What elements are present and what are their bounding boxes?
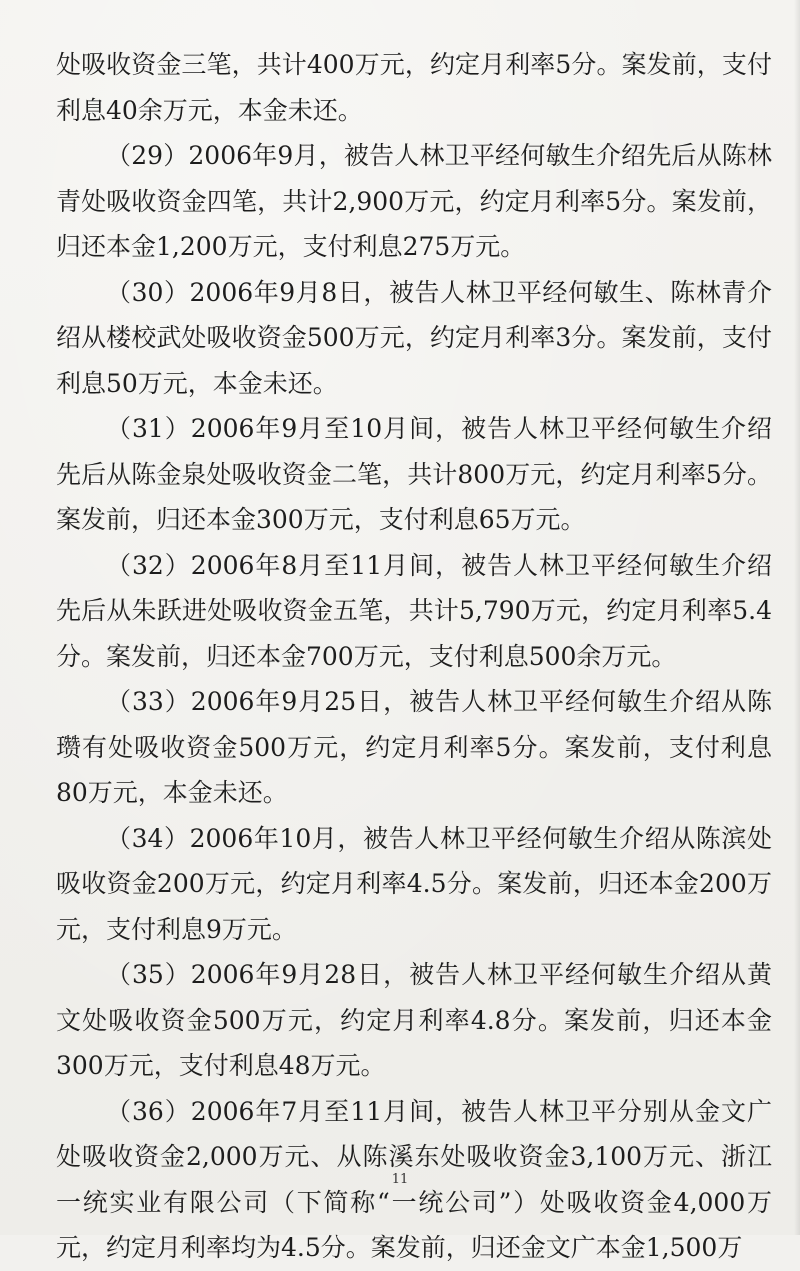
paragraph-36: （36）2006年7月至11月间，被告人林卫平分别从金文广处吸收资金2,000万元、从陈溪东处吸收资金3,100万元、浙江一统实业有限公司（下简称“一统公司”）处吸收资金4,000万元，约定月利率均为4.5分。案发前，归还金文广本金1,500万 [56,1096,772,1262]
paragraph-33: （33）2006年9月25日，被告人林卫平经何敏生介绍从陈瓒有处吸收资金500万元，约定月利率5分。案发前，支付利息80万元，本金未还。 [56,687,772,807]
paragraph-35: （35）2006年9月28日，被告人林卫平经何敏生介绍从黄文处吸收资金500万元，约定月利率4.8分。案发前，归还本金300万元，支付利息48万元。 [56,960,772,1080]
page-edge-shadow [794,0,800,1235]
paragraph-continuation: 处吸收资金三笔，共计400万元，约定月利率5分。案发前，支付利息40余万元，本金未还。 [56,50,772,125]
paragraph-34: （34）2006年10月，被告人林卫平经何敏生介绍从陈滨处吸收资金200万元，约定月利率4.5分。案发前，归还本金200万元，支付利息9万元。 [56,823,772,944]
document-body [56,42,772,1271]
paragraph-30: （30）2006年9月8日，被告人林卫平经何敏生、陈林青介绍从楼校武处吸收资金500万元，约定月利率3分。案发前，支付利息50万元，本金未还。 [56,277,772,398]
paragraph-29: （29）2006年9月，被告人林卫平经何敏生介绍先后从陈林青处吸收资金四笔，共计2,900万元，约定月利率5分。案发前，归还本金1,200万元，支付利息275万元。 [56,141,772,261]
paragraph-32: （32）2006年8月至11月间，被告人林卫平经何敏生介绍先后从朱跃进处吸收资金五笔，共计5,790万元，约定月利率5.4分。案发前，归还本金700万元，支付利息500余万元。 [56,550,772,671]
page-number: 11 [391,1172,409,1187]
paragraph-31: （31）2006年9月至10月间，被告人林卫平经何敏生介绍先后从陈金泉处吸收资金二笔，共计800万元，约定月利率5分。案发前，归还本金300万元，支付利息65万元。 [56,414,772,534]
